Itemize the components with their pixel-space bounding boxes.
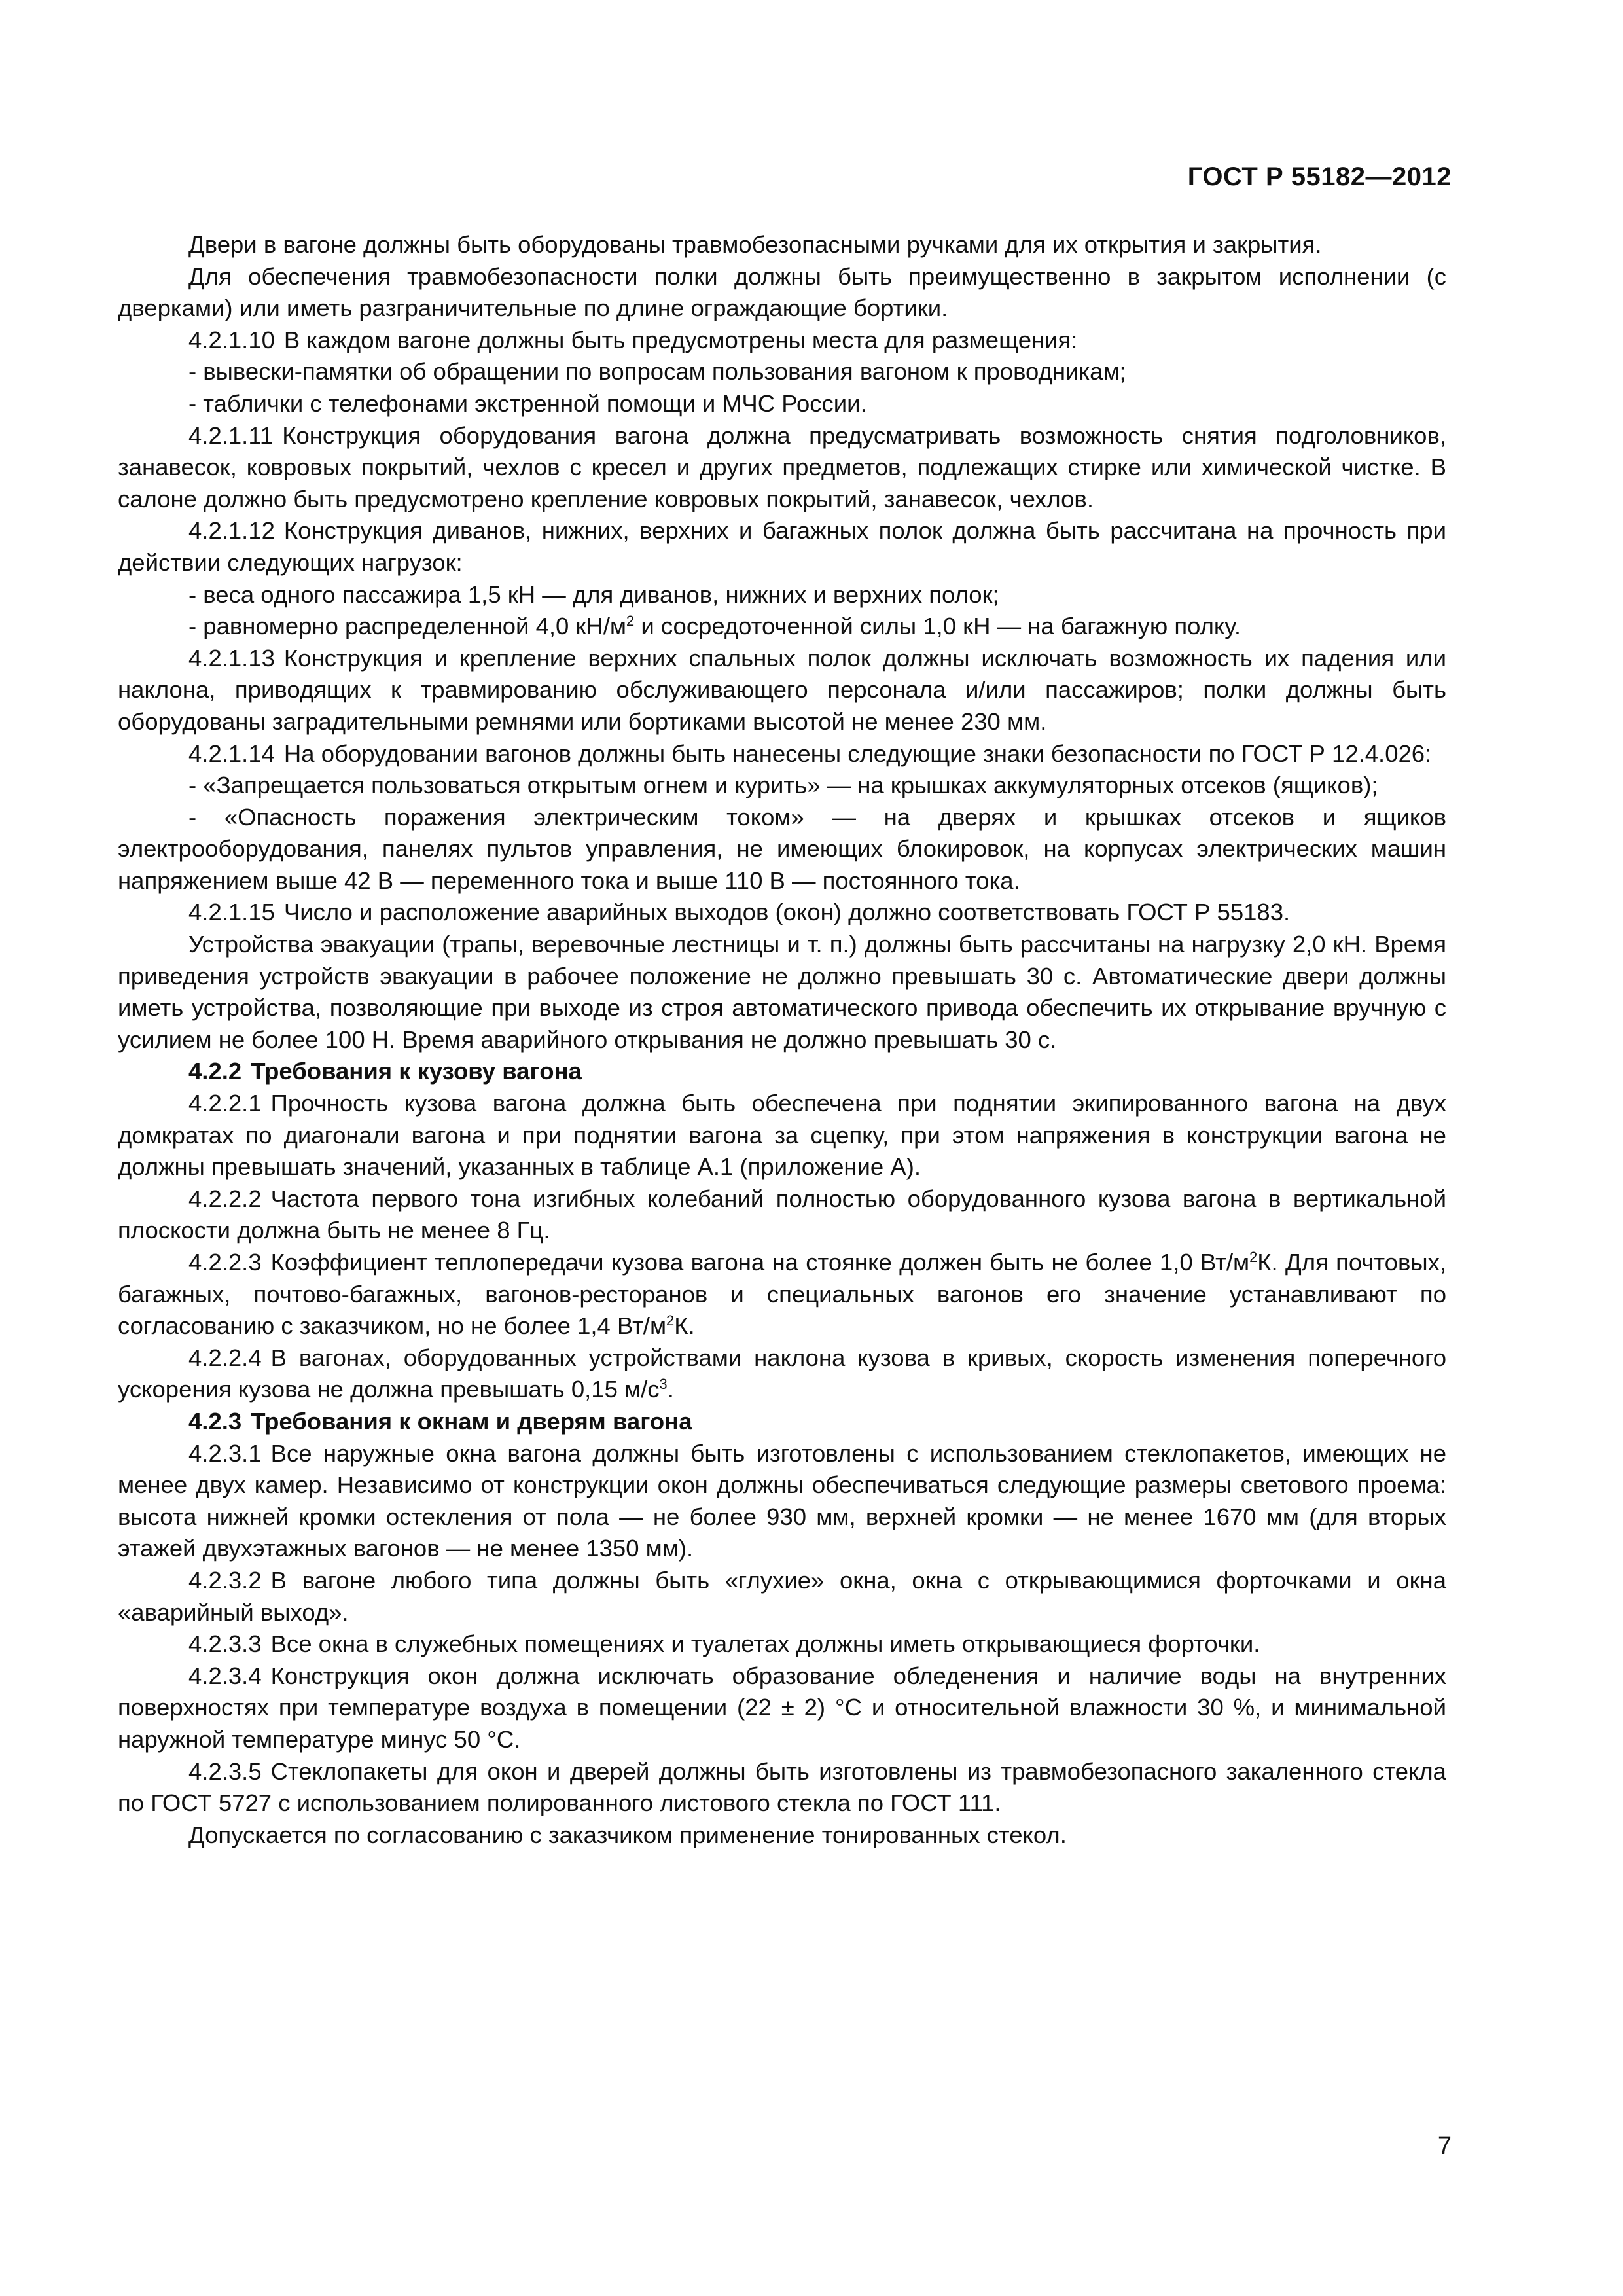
paragraph-4-2-3-4	[118, 1660, 1446, 1756]
paragraph-4-2-3-5	[118, 1756, 1446, 1820]
clause-number: 4.2.2.3	[188, 1249, 262, 1276]
document-body	[118, 229, 1446, 1851]
clause-text: Для обеспечения травмобезопасности полки должны быть преимущественно в закрытом исполнении (с дверками) или иметь разграничительные по длине ограждающие бортики.	[118, 262, 1446, 322]
list-item	[118, 802, 1446, 897]
clause-number: 4.2.1.11	[188, 422, 274, 449]
clause-text-continued: К. Для почтовых, багажных, почтово-багажных, вагонов-ресторанов и специальных вагонов его значение устанавливают по согласованию с заказчиком, но не более 1,4 Вт/м	[118, 1249, 1446, 1340]
clause-text: В вагонах, оборудованных устройствами наклона кузова в кривых, скорость изменения поперечного ускорения кузова не должна превышать 0,15 м/с	[118, 1344, 1446, 1403]
clause-text: Частота первого тона изгибных колебаний полностью оборудованного кузова вагона в вертикальной плоскости должна быть не менее 8 Гц.	[118, 1185, 1446, 1244]
clause-number: 4.2.1.13	[188, 644, 275, 672]
clause-text: Прочность кузова вагона должна быть обеспечена при поднятии экипированного вагона на двух домкратах по диагонали вагона и при поднятии вагона за сцепку, при этом напряжения в конструкции вагона не должны превышать значений, указанных в таблице А.1 (приложение А).	[118, 1090, 1446, 1181]
clause-text: Устройства эвакуации (трапы, веревочные лестницы и т. п.) должны быть рассчитаны на нагрузку 2,0 кН. Время приведения устройств эвакуации в рабочее положение не должно превышать 30 с. Автоматические двери должны иметь устройства, позволяющие при выходе из строя автоматического привода обеспечить их открывание вручную с усилием не более 100 Н. Время аварийного открывания не должно превышать 30 с.	[118, 931, 1446, 1053]
superscript: 3	[659, 1376, 668, 1393]
clause-number: 4.2.2	[188, 1058, 242, 1085]
clause-text: Конструкция окон должна исключать образование обледенения и наличие воды на внутренних поверхностях при температуре воздуха в помещении (22 ± 2) °С и относительной влажности 30 %, и минимальной наружной температуре минус 50 °С.	[118, 1662, 1446, 1753]
paragraph-4-2-1-10	[118, 325, 1446, 357]
superscript: 2	[1249, 1248, 1258, 1265]
clause-text: Коэффициент теплопередачи кузова вагона на стоянке должен быть не более 1,0 Вт/м	[270, 1249, 1250, 1276]
clause-text: Требования к окнам и дверям вагона	[251, 1407, 692, 1435]
clause-text: В каждом вагоне должны быть предусмотрены места для размещения:	[283, 326, 1078, 353]
paragraph-4-2-2-2	[118, 1183, 1446, 1247]
paragraph	[118, 929, 1446, 1056]
list-item	[118, 770, 1446, 802]
clause-number: 4.2.3.2	[188, 1566, 262, 1594]
clause-text: Все окна в служебных помещениях и туалетах должны иметь открывающиеся форточки.	[270, 1630, 1260, 1658]
clause-number: 4.2.2.1	[188, 1090, 262, 1117]
list-item	[118, 579, 1446, 611]
standard-designation: ГОСТ Р 55182—2012	[1187, 162, 1452, 191]
paragraph-4-2-1-11	[118, 420, 1446, 516]
page-number: 7	[1437, 2132, 1452, 2160]
clause-text: В вагоне любого типа должны быть «глухие» окна, окна с открывающимися форточками и окна «аварийный выход».	[118, 1566, 1446, 1626]
paragraph-4-2-1-15	[118, 897, 1446, 929]
clause-text: Число и расположение аварийных выходов (окон) должно соответствовать ГОСТ Р 55183.	[283, 899, 1291, 926]
paragraph	[118, 261, 1446, 325]
list-item	[118, 356, 1446, 388]
clause-text: - «Запрещается пользоваться открытым огнем и курить» — на крышках аккумуляторных отсеков (ящиков);	[188, 772, 1378, 799]
clause-number: 4.2.3.4	[188, 1662, 262, 1689]
paragraph-4-2-3-1	[118, 1438, 1446, 1565]
clause-number: 4.2.2.2	[188, 1185, 262, 1212]
clause-number: 4.2.3.5	[188, 1757, 262, 1785]
superscript: 2	[626, 612, 635, 629]
paragraph	[118, 1820, 1446, 1852]
clause-text: - равномерно распределенной 4,0 кН/м	[188, 613, 627, 640]
clause-number: 4.2.3.3	[188, 1630, 262, 1658]
section-heading-4-2-3	[118, 1406, 1446, 1438]
clause-number: 4.2.1.12	[188, 517, 275, 545]
paragraph-4-2-3-3	[118, 1628, 1446, 1660]
paragraph-4-2-2-3	[118, 1247, 1446, 1342]
clause-number: 4.2.1.15	[188, 899, 275, 926]
paragraph-4-2-2-1	[118, 1088, 1446, 1183]
clause-number: 4.2.1.10	[188, 326, 275, 353]
list-item	[118, 388, 1446, 420]
clause-text-continued: и сосредоточенной силы 1,0 кН — на багажную полку.	[634, 613, 1241, 640]
superscript: 2	[666, 1312, 675, 1329]
clause-text: Конструкция диванов, нижних, верхних и багажных полок должна быть рассчитана на прочность при действии следующих нагрузок:	[118, 517, 1446, 576]
clause-number: 4.2.2.4	[188, 1344, 262, 1371]
paragraph-4-2-2-4	[118, 1342, 1446, 1406]
section-heading-4-2-2	[118, 1056, 1446, 1088]
clause-text: На оборудовании вагонов должны быть нанесены следующие знаки безопасности по ГОСТ Р 12.4.026:	[283, 740, 1432, 767]
clause-text: Конструкция и крепление верхних спальных полок должны исключать возможность их падения или наклона, приводящих к травмированию обслуживающего персонала и/или пассажиров; полки должны быть оборудованы заградительными ремнями или бортиками высотой не менее 230 мм.	[118, 644, 1446, 735]
paragraph-4-2-1-13	[118, 643, 1446, 738]
list-item	[118, 611, 1446, 643]
paragraph-4-2-3-2	[118, 1565, 1446, 1628]
clause-text: Стеклопакеты для окон и дверей должны быть изготовлены из травмобезопасного закаленного стекла по ГОСТ 5727 с использованием полированного листового стекла по ГОСТ 111.	[118, 1757, 1446, 1817]
clause-text: - таблички с телефонами экстренной помощи и МЧС России.	[188, 389, 867, 417]
clause-text: Допускается по согласованию с заказчиком применение тонированных стекол.	[188, 1821, 1067, 1848]
clause-text-continued: К.	[674, 1312, 695, 1340]
clause-text: Двери в вагоне должны быть оборудованы травмобезопасными ручками для их открытия и закрытия.	[188, 231, 1322, 258]
clause-text: - «Опасность поражения электрическим током» — на дверях и крышках отсеков и ящиков электрооборудования, панелях пультов управления, не имеющих блокировок, на корпусах электрических машин напряжением выше 42 В — переменного тока и выше 110 В — постоянного тока.	[118, 803, 1446, 894]
clause-number: 4.2.1.14	[188, 740, 275, 767]
clause-text: - веса одного пассажира 1,5 кН — для диванов, нижних и верхних полок;	[188, 581, 999, 608]
paragraph	[118, 229, 1446, 261]
paragraph-4-2-1-14	[118, 738, 1446, 770]
clause-number: 4.2.3	[188, 1407, 242, 1435]
clause-text-continued: .	[667, 1376, 674, 1403]
clause-text: Конструкция оборудования вагона должна предусматривать возможность снятия подголовников, занавесок, ковровых покрытий, чехлов с кресел и других предметов, подлежащих стирке или химической чистке. В салоне должно быть предусмотрено крепление ковровых покрытий, занавесок, чехлов.	[118, 422, 1446, 512]
clause-text: Требования к кузову вагона	[251, 1058, 582, 1085]
clause-text: Все наружные окна вагона должны быть изготовлены с использованием стеклопакетов, имеющих не менее двух камер. Независимо от конструкции окон должны обеспечиваться следующие размеры светового проема: высота нижней кромки остекления от пола — не более 930 мм, верхней кромки — не менее 1670 мм (для вторых этажей двухэтажных вагонов — не менее 1350 мм).	[118, 1439, 1446, 1562]
clause-text: - вывески-памятки об обращении по вопросам пользования вагоном к проводникам;	[188, 358, 1126, 386]
clause-number: 4.2.3.1	[188, 1439, 262, 1467]
paragraph-4-2-1-12	[118, 515, 1446, 579]
